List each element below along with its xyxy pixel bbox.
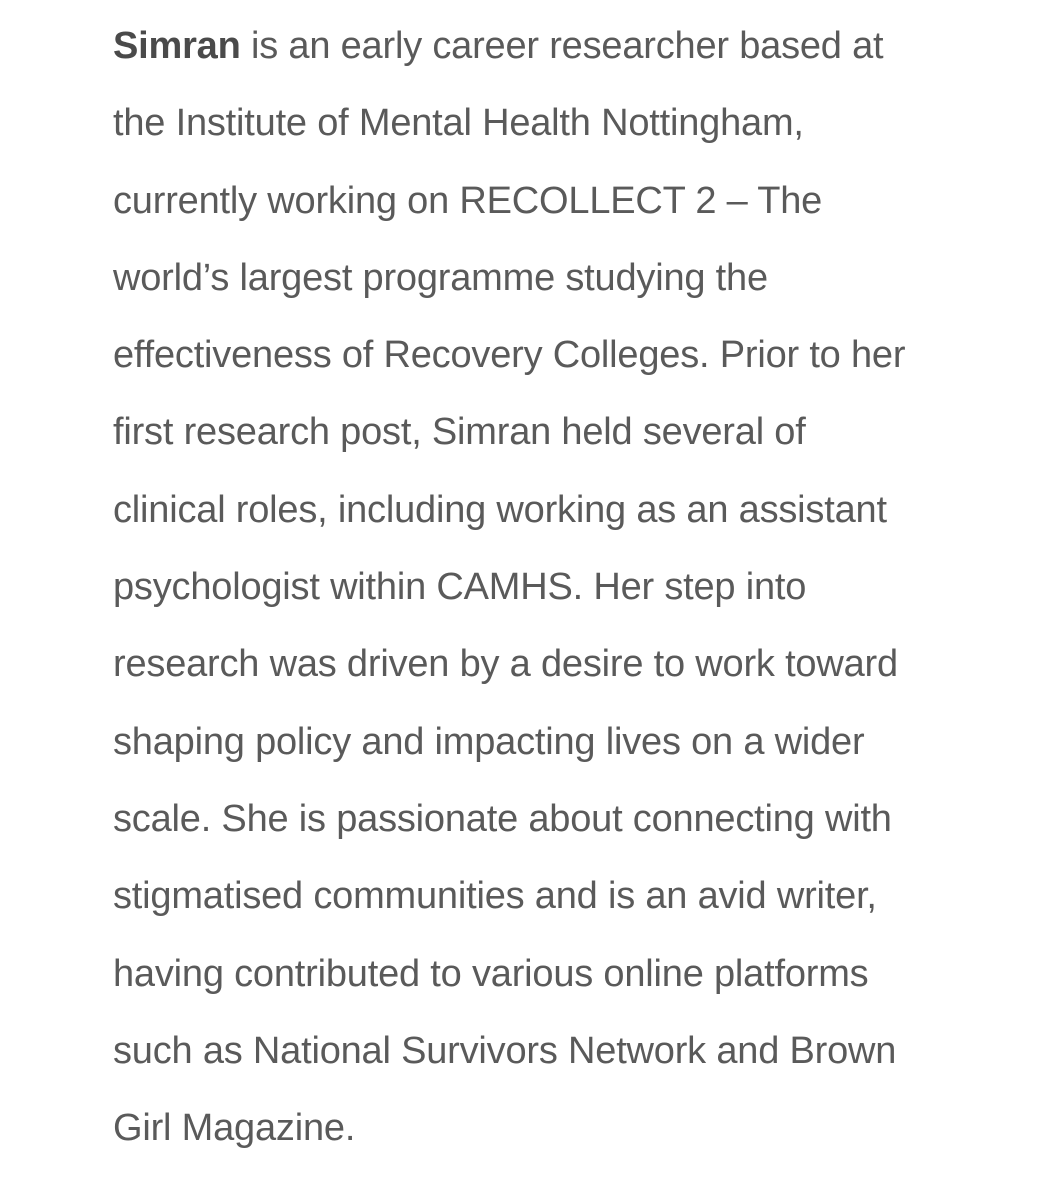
bio-line-14: such as National Survivors Network and Brown xyxy=(113,1029,897,1072)
bio-line-8: psychologist within CAMHS. Her step into xyxy=(113,566,807,609)
bio-line-4: world’s largest programme studying the xyxy=(113,256,768,299)
bio-line-2: the Institute of Mental Health Nottingham, xyxy=(113,102,804,145)
bio-line-5: effectiveness of Recovery Colleges. Prior to her xyxy=(113,334,906,377)
bio-name: Simran xyxy=(113,25,241,67)
bio-line-7: clinical roles, including working as an assistant xyxy=(113,488,887,531)
bio-line-6: first research post, Simran held several of xyxy=(113,411,806,454)
bio-line-10: shaping policy and impacting lives on a wider xyxy=(113,720,865,763)
bio-line-9: research was driven by a desire to work toward xyxy=(113,643,898,686)
bio-first-line-text: is an early career researcher based at xyxy=(240,25,884,67)
bio-line-13: having contributed to various online platforms xyxy=(113,952,869,995)
bio-paragraph xyxy=(113,8,1013,1167)
bio-line-15: Girl Magazine. xyxy=(113,1107,356,1150)
bio-line-1 xyxy=(113,8,1013,85)
bio-line-3: currently working on RECOLLECT 2 – The xyxy=(113,179,823,222)
bio-line-11: scale. She is passionate about connecting with xyxy=(113,797,892,840)
bio-line-12: stigmatised communities and is an avid writer, xyxy=(113,875,877,918)
